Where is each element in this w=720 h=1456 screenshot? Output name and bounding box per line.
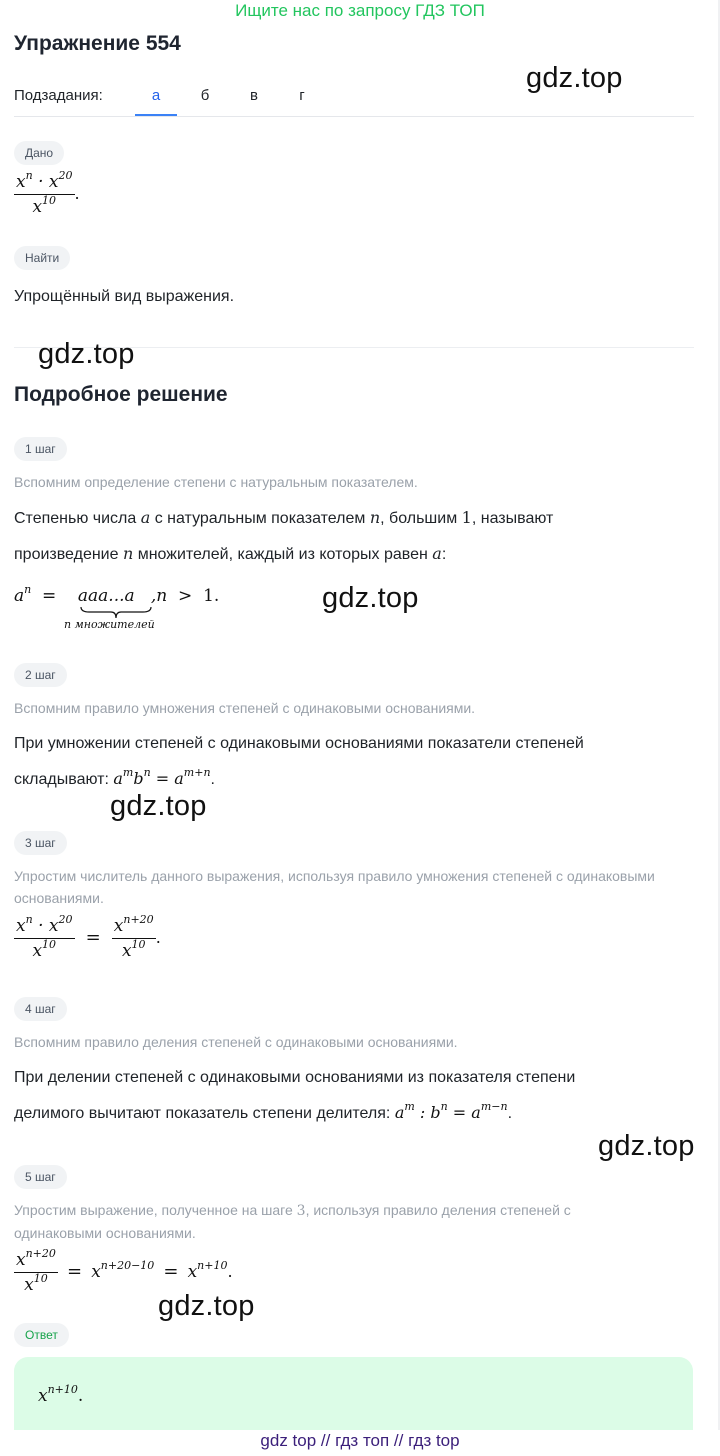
tab-a[interactable]: а bbox=[151, 87, 161, 104]
underbrace-label: n множителей bbox=[64, 618, 155, 631]
answer-badge: Ответ bbox=[14, 1323, 69, 1347]
page-title: Упражнение 554 bbox=[14, 32, 181, 55]
step-4-line-1: При делении степеней с одинаковыми основаниями из показателя степени bbox=[14, 1069, 576, 1086]
step-3-formula: $\frac{x^n \cdot x^{20}}{x^{10}}$ = $\frac{x^{n+20}}{x^{10}}$ . bbox=[16, 913, 161, 961]
step-3-badge: 3 шаг bbox=[14, 831, 67, 855]
footer-links[interactable]: gdz top // гдз топ // гдз top bbox=[0, 1430, 720, 1456]
tab-b[interactable]: б bbox=[200, 87, 210, 104]
watermark: gdz.top bbox=[322, 582, 419, 614]
step-2-badge: 2 шаг bbox=[14, 663, 67, 687]
promo-banner[interactable]: Ищите нас по запросу ГДЗ ТОП bbox=[235, 1, 485, 20]
step-2-line-1: При умножении степеней с одинаковыми основаниями показатели степеней bbox=[14, 735, 584, 752]
step-1-hint: Вспомним определение степени с натуральным показателем. bbox=[14, 474, 418, 490]
step-2-hint: Вспомним правило умножения степеней с одинаковыми основаниями. bbox=[14, 700, 476, 716]
find-text: Упрощённый вид выражения. bbox=[14, 288, 235, 305]
step-4-hint: Вспомним правило деления степеней с одинаковыми основаниями. bbox=[14, 1034, 458, 1050]
active-tab-indicator bbox=[135, 114, 177, 116]
step-5-hint: Упростим выражение, полученное на шаге 3, используя правило деления степеней с одинаковыми основаниями. bbox=[14, 1202, 571, 1241]
tab-g[interactable]: г bbox=[299, 87, 305, 104]
tabs-divider bbox=[14, 116, 694, 117]
step-1-line-1: Степенью числа a с натуральным показателем n, большим 1, называют bbox=[14, 508, 554, 527]
solution-heading: Подробное решение bbox=[14, 383, 228, 406]
step-4-badge: 4 шаг bbox=[14, 997, 67, 1021]
step-2-line-2: складывают: $a^mb^n = a^{m+n}$. bbox=[14, 766, 215, 788]
find-badge: Найти bbox=[14, 246, 70, 270]
given-expression: $\frac{x^n \cdot x^{20}}{x^{10}}$ . bbox=[16, 169, 80, 217]
step-1-line-2: произведение n множителей, каждый из которых равен a: bbox=[14, 544, 447, 563]
subtasks-label: Подзадания: bbox=[14, 87, 103, 104]
step-3-hint: Упростим числитель данного выражения, используя правило умножения степеней с одинаковыми основаниями. bbox=[14, 868, 655, 906]
watermark: gdz.top bbox=[38, 338, 135, 370]
watermark: gdz.top bbox=[158, 1290, 255, 1322]
step-4-line-2: делимого вычитают показатель степени делителя: $a^m$ : $b^n = a^{m-n}$. bbox=[14, 1100, 513, 1122]
step-5-badge: 5 шаг bbox=[14, 1165, 67, 1189]
watermark: gdz.top bbox=[526, 62, 623, 94]
watermark: gdz.top bbox=[598, 1130, 695, 1162]
step-5-formula: $\frac{x^{n+20}}{x^{10}}$ = $x^{n+20-10} = x^{n+10}$. bbox=[16, 1247, 233, 1295]
tab-v[interactable]: в bbox=[250, 87, 258, 104]
power-definition-formula: $a^n$ = aaa...a ,n > 1. bbox=[14, 583, 220, 606]
answer-expression: $x^{n+10}$. bbox=[38, 1383, 84, 1406]
step-1-badge: 1 шаг bbox=[14, 437, 67, 461]
watermark: gdz.top bbox=[110, 790, 207, 822]
given-badge: Дано bbox=[14, 141, 64, 165]
